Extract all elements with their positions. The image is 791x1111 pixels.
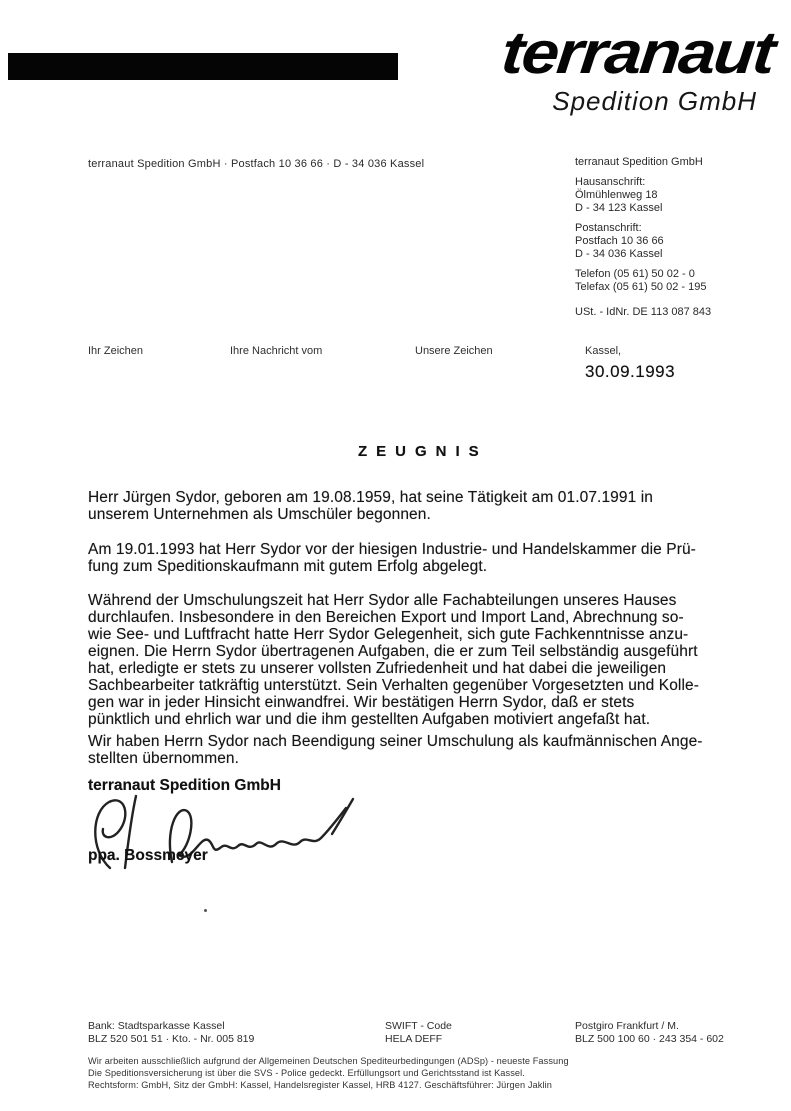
footer-postgiro: [575, 1020, 724, 1046]
paragraph: [88, 489, 748, 523]
postgiro-blz: BLZ 500 100 60 · 243 354 - 602: [575, 1033, 724, 1045]
paragraph-line: Herr Jürgen Sydor, geboren am 19.08.1959, hat seine Tätigkeit am 01.07.1991 in: [88, 489, 654, 506]
footer-bank: [88, 1020, 254, 1046]
telefax-line: Telefax (05 61) 50 02 - 195: [575, 281, 707, 293]
company-signature-line: terranaut Spedition GmbH: [88, 777, 281, 794]
paragraph-line: unserem Unternehmen als Umschüler begonnen.: [88, 506, 431, 523]
paragraph-line: Wir haben Herrn Sydor nach Beendigung seiner Umschulung als kaufmännischen Ange-: [88, 733, 703, 750]
paragraph: [88, 541, 748, 575]
ust-id-line: USt. - IdNr. DE 113 087 843: [575, 306, 712, 318]
signer-name: ppa. Bossmeyer: [88, 847, 208, 864]
paragraph-line: hat, erledigte er stets zu unserer vollsten Zufriedenheit und hat dabei die jeweiligen: [88, 660, 667, 677]
legal-line: Wir arbeiten ausschließlich aufgrund der Allgemeinen Deutschen Spediteurbedingungen (ADSp) - neueste Fassung: [88, 1056, 569, 1066]
legal-line: Die Speditionsversicherung ist über die SVS - Police gedeckt. Erfüllungsort und Gerichtsstand ist Kassel.: [88, 1068, 525, 1078]
paragraph-line: fung zum Speditionskaufmann mit gutem Erfolg abgelegt.: [88, 558, 488, 575]
haus-street: Ölmühlenweg 18: [575, 189, 658, 201]
footer-swift: [385, 1020, 452, 1046]
swift-code: HELA DEFF: [385, 1033, 443, 1045]
paragraph-line: gen war in jeder Hinsicht einwandfrei. Wir bestätigen Herrn Sydor, daß er stets: [88, 694, 635, 711]
logo-wordmark: terranaut: [498, 19, 777, 86]
paragraph-line: durchlaufen. Insbesondere in den Bereichen Export und Import Land, Abrechnung so-: [88, 609, 684, 626]
logo-subtitle: Spedition GmbH: [552, 86, 757, 116]
letter-body: [88, 0, 748, 1111]
label-ihre-nachricht-vom: Ihre Nachricht vom: [230, 345, 323, 357]
post-box: Postfach 10 36 66: [575, 235, 664, 247]
telefon-line: Telefon (05 61) 50 02 - 0: [575, 268, 695, 280]
bank-blz: BLZ 520 501 51 · Kto. - Nr. 005 819: [88, 1033, 255, 1045]
haus-city: D - 34 123 Kassel: [575, 202, 663, 214]
post-city: D - 34 036 Kassel: [575, 248, 663, 260]
label-unsere-zeichen: Unsere Zeichen: [415, 345, 493, 357]
swift-label: SWIFT - Code: [385, 1020, 452, 1032]
scan-speck: [204, 909, 207, 912]
paragraph-line: Sachbearbeiter tatkräftig unterstützt. Sein Verhalten gegenüber Vorgesetzten und Kolle-: [88, 677, 700, 694]
paragraph-line: pünktlich und ehrlich war und die ihm gestellten Aufgaben motiviert angefaßt hat.: [88, 711, 651, 728]
post-label: Postanschrift:: [575, 222, 642, 234]
paragraph: [88, 592, 748, 728]
paragraph: [88, 733, 748, 767]
label-ihr-zeichen: Ihr Zeichen: [88, 345, 144, 357]
paragraph-line: Während der Umschulungszeit hat Herr Sydor alle Fachabteilungen unseres Hauses: [88, 592, 677, 609]
letter-date: 30.09.1993: [585, 362, 676, 381]
bank-name: Bank: Stadtsparkasse Kassel: [88, 1020, 225, 1032]
sender-address-line: terranaut Spedition GmbH · Postfach 10 36 66 · D - 34 036 Kassel: [88, 158, 425, 170]
info-company: terranaut Spedition GmbH: [575, 156, 703, 168]
legal-line: Rechtsform: GmbH, Sitz der GmbH: Kassel, Handelsregister Kassel, HRB 4127. Geschäftsführer: Jürgen Jaklin: [88, 1080, 552, 1090]
haus-label: Hausanschrift:: [575, 176, 646, 188]
legal-fine-print: [88, 1055, 569, 1091]
postgiro-name: Postgiro Frankfurt / M.: [575, 1020, 679, 1032]
label-ort: Kassel,: [585, 345, 622, 357]
paragraph-line: wie See- und Luftfracht hatte Herr Sydor Gelegenheit, sich gute Fachkenntnisse anzu-: [88, 626, 689, 643]
paragraph-line: eignen. Die Herrn Sydor übertragenen Aufgaben, die er zum Teil selbständig ausgeführt: [88, 643, 698, 660]
paragraph-line: Am 19.01.1993 hat Herr Sydor vor der hiesigen Industrie- und Handelskammer die Prü-: [88, 541, 696, 558]
paragraph-line: stellten übernommen.: [88, 750, 240, 767]
letter-title: ZEUGNIS: [358, 443, 488, 460]
